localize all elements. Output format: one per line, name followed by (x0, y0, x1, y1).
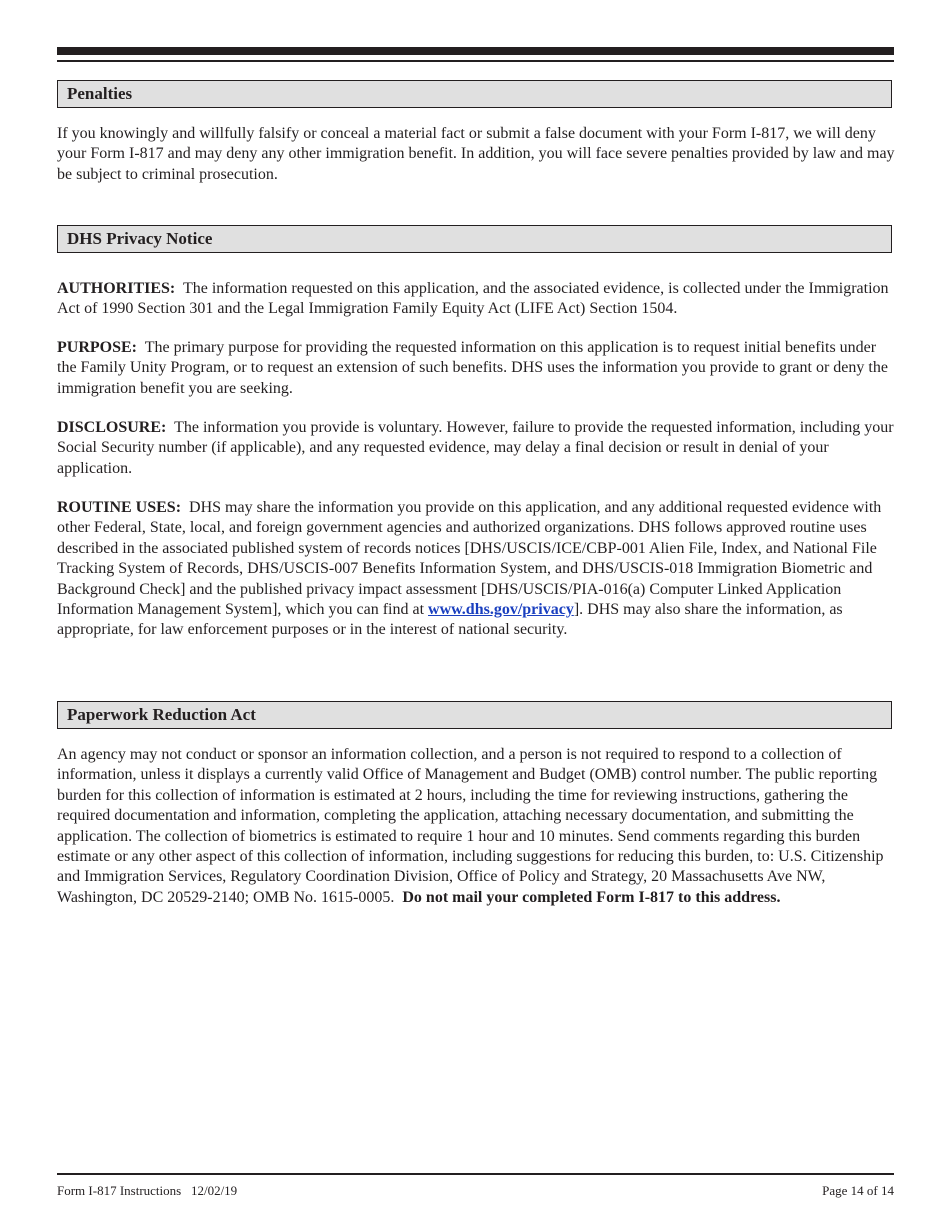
paperwork-act-paragraph (57, 745, 895, 908)
purpose-text: The primary purpose for providing the requested information on this application is to request initial benefits under the Family Unity Program, or to request an extension of such benefits. DHS uses the information you provide to grant or deny the immigration benefit you are seeking. (57, 339, 888, 397)
privacy-notice-title: DHS Privacy Notice (67, 229, 213, 248)
footer-page-number: Page 14 of 14 (822, 1183, 894, 1198)
purpose-label: PURPOSE: (57, 339, 137, 356)
authorities-text: The information requested on this application, and the associated evidence, is collected under the Immigration Act of 1990 Section 301 and the Legal Immigration Family Equity Act (LIFE Act) Section 1504. (57, 280, 889, 318)
footer-rule (57, 1173, 894, 1175)
privacy-notice-header (57, 225, 892, 253)
top-thin-rule (57, 60, 894, 62)
disclosure-paragraph (57, 418, 895, 479)
penalties-title: Penalties (67, 84, 133, 103)
top-thick-rule (57, 47, 894, 55)
paperwork-act-title: Paperwork Reduction Act (67, 705, 256, 724)
disclosure-label: DISCLOSURE: (57, 419, 167, 436)
paperwork-act-bold-note: Do not mail your completed Form I-817 to this address. (402, 888, 781, 906)
authorities-paragraph (57, 279, 895, 320)
disclosure-text: The information you provide is voluntary. However, failure to provide the requested information, including your Social Security number (if applicable), and any requested evidence, may delay a final decision or result in denial of your application. (57, 419, 894, 477)
dhs-privacy-link[interactable]: www.dhs.gov/privacy (428, 601, 574, 619)
penalties-header (57, 80, 892, 108)
paperwork-act-text: An agency may not conduct or sponsor an information collection, and a person is not required to respond to a collection of information, unless it displays a currently valid Office of Management and Budget (OMB) control number. The public reporting burden for this collection of information is estimated at 2 hours, including the time for reviewing instructions, gathering the required documentation and information, completing the application, attaching necessary documentation, and submitting the application. The collection of biometrics is estimated to require 1 hour and 10 minutes. Send comments regarding this burden estimate or any other aspect of this collection of information, including suggestions for reducing this burden, to: U.S. Citizenship and Immigration Services, Regulatory Coordination Division, Office of Policy and Strategy, 20 Massachusetts Ave NW, Washington, DC 20529-2140; OMB No. 1615-0005. (57, 746, 884, 906)
routine-uses-label: ROUTINE USES: (57, 499, 182, 516)
routine-uses-text-1: DHS may share the information you provide on this application, and any additional requested evidence with other Federal, State, local, and foreign government agencies and authorized organizations. DHS follows approved routine uses described in the associated published system of records notices [DHS/USCIS/ICE/CBP-001 Alien File, Index, and National File Tracking System of Records, DHS/USCIS-007 Benefits Information System, and DHS/USCIS-018 Immigration Biometric and Background Check] and the published privacy impact assessment [DHS/USCIS/PIA-016(a) Computer Linked Application Information Management System], which you can find at (57, 499, 882, 619)
paperwork-act-header (57, 701, 892, 729)
penalties-paragraph: If you knowingly and willfully falsify or conceal a material fact or submit a false document with your Form I-817, we will deny your Form I-817 and may deny any other immigration benefit. In addition, you will face severe penalties provided by law and may be subject to criminal prosecution. (57, 125, 895, 183)
authorities-label: AUTHORITIES: (57, 280, 176, 297)
routine-uses-paragraph (57, 498, 895, 641)
purpose-paragraph (57, 338, 895, 399)
footer-form-info: Form I-817 Instructions 12/02/19 (57, 1183, 238, 1198)
routine-uses-text-2: ]. DHS may also share the information, as appropriate, for law enforcement purposes or in the interest of national security. (57, 601, 843, 639)
